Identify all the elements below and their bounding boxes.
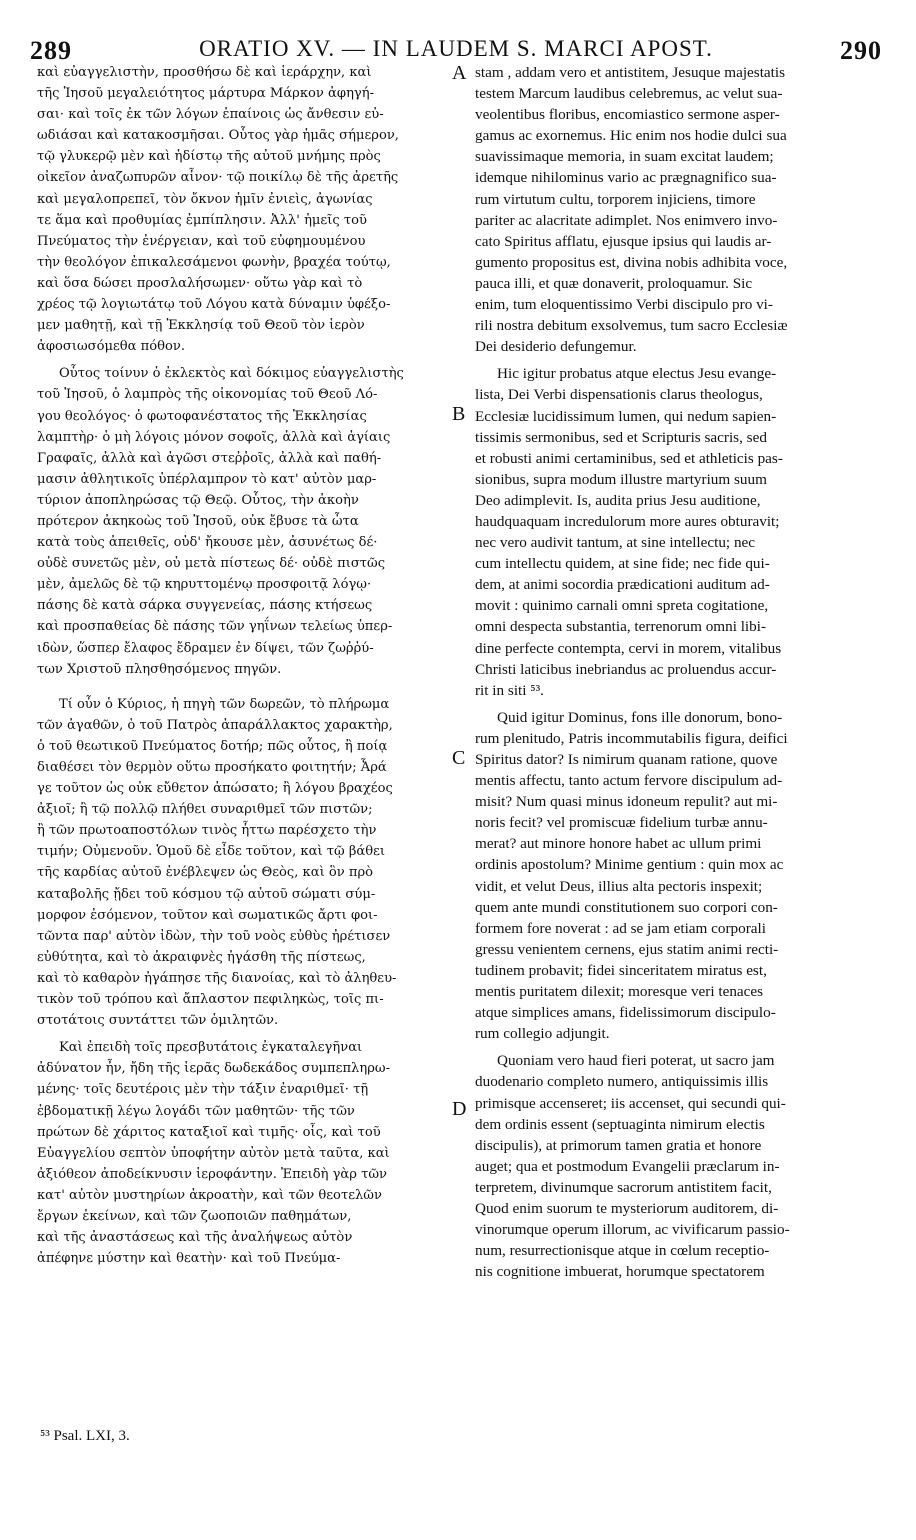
latin-text-line: gressu venientem cernens, ejus statim animi recti- [475,940,779,958]
greek-text-line: σαι· καὶ τοῖς ἐκ τῶν λόγων ἐπαίνοις ὡς ἄνθεσιν εὐ- [37,107,384,123]
latin-text-line: rit in siti ⁵³. [475,681,544,699]
greek-text-line: καὶ εὐαγγελιστὴν, προσθήσω δὲ καὶ ἱεράρχην, καὶ [37,65,372,80]
greek-text-line: ἀξιοῖ; ἢ τῷ πολλῷ πλήθει συναριθμεῖ τῶν πιστῶν; [37,802,373,818]
greek-text-line: Εὐαγγελίου σεπτὸν ὑποφήτην αὐτὸν μετὰ ταῦτα, καὶ [37,1145,390,1161]
greek-text-line: μεν μαθητῇ, καὶ τῇ Ἐκκλησίᾳ τοῦ Θεοῦ τὸν ἱερὸν [37,318,365,334]
greek-text-line: ἀδύνατον ἦν, ἤδη τῆς ἱερᾶς δωδεκάδος συμπεπληρω- [37,1061,390,1077]
latin-text-line: cum intellectu quidem, at sine fide; nec fide qui- [475,555,770,573]
greek-text-line: πάσης δὲ κατὰ σάρκα συγγενείας, πάσης κτήσεως [37,598,373,614]
greek-text-line: μένης· τοῖς δευτέροις μὲν τὴν τάξιν ἐναριθμεῖ· τῇ [37,1082,369,1098]
latin-text-line: misit? Num quasi minus idoneum repulit? aut mi- [475,793,778,811]
paragraph-gap [37,680,459,694]
greek-text-line: γε τοῦτον ὡς οὐκ εὔθετον ἀπώσατο; ἢ λόγου βραχέος [37,781,393,797]
greek-text-line: ἢ τῶν πρωτοαποστόλων τινὸς ἧττω παρέσχετο τὴν [37,823,377,839]
greek-text-line: των Χριστοῦ πλησθησόμενος πηγῶν. [37,661,282,677]
latin-text-line: movit : quinimo carnali omni spreta cogitatione, [475,597,769,615]
section-marker-d: D [452,1098,467,1120]
greek-text-line: κατὰ τοὺς ἀπειθεῖς, οὐδ' ἤκουσε μὲν, ἀσυνέτως δέ· [37,535,378,551]
running-title: ORATIO XV. — IN LAUDEM S. MARCI APOST. [199,36,713,61]
latin-text-line: num, resurrectionisque atque in cœlum receptio- [475,1242,770,1260]
greek-text-line: καὶ τῆς ἀναστάσεως καὶ τῆς ἀναλήψεως αὐτὸν [37,1230,353,1246]
latin-text-line: auget; qua et postmodum Evangelii præclarum in- [475,1157,780,1175]
latin-text-line: vidit, et velut Deus, illius alta pectoris inspexit; [475,877,763,895]
latin-text-line: noris fecit? vel promiscuæ fidelium turbæ annu- [475,814,768,832]
latin-text-line: idemque nihilominus vario ac prægnagnifico sua- [475,169,777,187]
greek-text-line: ιδὼν, ὥσπερ ἔλαφος ἔδραμεν ἐν δίψει, τῶν ζωῤῥύ- [37,640,374,656]
greek-text-line: γου θεολόγος· ὁ φωτοφανέστατος τῆς Ἐκκλησίας [37,408,367,424]
greek-text-line: καὶ προσπαθείας δὲ πάσης τῶν γηΐνων τελείως ὑπερ- [37,619,393,635]
latin-text-line: terpretem, divinumque sacrorum antistitem facit, [475,1178,772,1196]
latin-text-line: haudquaquam incredulorum more aures obturavit; [475,512,780,530]
latin-text-line: vinorumque operum illorum, ac vivificarum passio- [475,1221,790,1239]
greek-text-line: καὶ τὸ καθαρὸν ἠγάπησε τῆς διανοίας, καὶ τὸ ἀληθευ- [37,970,397,986]
greek-text-line: τῆς καρδίας αὐτοῦ ἐνέβλεψεν ὡς Θεὸς, καὶ ὃν πρὸ [37,865,374,881]
greek-text-line: καὶ ὅσα δώσει προσλαλήσωμεν· οὕτω γὰρ καὶ τὸ [37,275,363,291]
latin-text-line: ordinis apostolum? Minime gentium : quin mox ac [475,856,784,874]
greek-text-line: Πνεύματος τὴν ἐνέργειαν, καὶ τοῦ εὐφημουμένου [37,233,366,249]
latin-text-line: enim, tum eloquentissimo Verbi discipulo pro vi- [475,296,773,314]
latin-text-line: stam , addam vero et antistitem, Jesuque majestatis [475,64,786,81]
latin-text-line: nec vero audivit tantum, at sine intellectu; nec [475,534,756,552]
greek-text-line: λαμπτὴρ· ὁ μὴ λόγοις μόνον σοφοῖς, ἀλλὰ καὶ ἁγίαις [37,429,391,445]
section-marker-a: A [452,62,467,84]
greek-text-line: τῷ γλυκερῷ μὲν καὶ ἡδίστῳ τῆς αὐτοῦ μνήμης πρὸς [37,149,381,165]
latin-text-line: mentis affectu, tanto actum fervore discipulum ad- [475,772,783,790]
latin-text-line: omni despecta substantia, terrenorum omni libi- [475,618,767,636]
latin-text-line: tudinem probavit; fidei sinceritatem miratus est, [475,961,767,979]
greek-text-line: ἑβδοματικῇ λέγω λογάδι τῶν μαθητῶν· τῆς τῶν [37,1103,355,1119]
footnote: ⁵³ Psal. LXI, 3. [40,1428,130,1444]
latin-text-line: Ecclesiæ lucidissimum lumen, qui nedum sapien- [475,407,777,425]
latin-text-line: Hic igitur probatus atque electus Jesu evange- [497,365,777,383]
greek-text-line: ἀπέφηνε μύστην καὶ θεατὴν· καὶ τοῦ Πνεύμα- [37,1251,341,1267]
greek-text-line: οὐδὲ συνετῶς μὲν, οὐ μετὰ πίστεως δέ· οὐδὲ πιστῶς [37,556,386,572]
greek-text-line: τῶν ἀγαθῶν, ὁ τοῦ Πατρὸς ἀπαράλλακτος χαρακτὴρ, [37,717,393,733]
latin-text-line: discipulis), at primorum tamen gratia et honore [475,1136,762,1154]
left-page-number: 289 [30,36,72,65]
latin-text-line: Quoniam vero haud fieri poterat, ut sacro jam [497,1052,775,1070]
greek-text-line: τε ἅμα καὶ προθυμίας ἐμπίπλησιν. Ἀλλ' ἡμεῖς τοῦ [37,212,367,228]
greek-text-line: διαθέσει τὸν θερμὸν οὕτω προσήκατο φοιτητήν; Ἆρά [37,760,387,775]
latin-text-line: dem ordinis essent (septuaginta nimirum electis [475,1115,765,1133]
latin-text-line: gamus ac exornemus. Hic enim nos hodie dulci sua [475,127,787,145]
latin-text-line: rum virtutum cultu, torporem injiciens, timore [475,190,756,208]
greek-text-line: Καὶ ἐπειδὴ τοῖς πρεσβυτάτοις ἐγκαταλεγῆναι [59,1040,363,1056]
latin-text-line: atque simplices amans, fidelissimorum discipulo- [475,1004,776,1022]
greek-text-line: Τί οὖν ὁ Κύριος, ἡ πηγὴ τῶν δωρεῶν, τὸ πλήρωμα [59,696,390,712]
greek-text-line: καταβολῆς ᾔδει τοῦ κόσμου τῷ αὐτοῦ σώματι σύμ- [37,886,376,902]
greek-text-line: ωδιάσαι καὶ κατακοσμῆσαι. Οὗτος γὰρ ἡμᾶς σήμερον, [37,128,399,144]
latin-text-line: Quid igitur Dominus, fons ille donorum, bono- [497,708,783,726]
greek-text-line: τῆς Ἰησοῦ μεγαλειότητος μάρτυρα Μάρκον ἀφηγή- [37,86,375,102]
latin-text-line: mentis puritatem dilexit; moresque veri tenaces [475,983,764,1001]
latin-text-line: suavissimaque memoria, in suam excitat laudem; [475,148,774,166]
greek-text-line: ἀξιόθεον ἀποδείκνυσιν ἱεροφάντην. Ἐπειδὴ γὰρ τῶν [37,1166,388,1182]
latin-text-line: nis cognitione imbuerat, horumque spectatorem [475,1263,765,1281]
latin-text-line: gumento propositus est, divina nobis adhibita voce, [475,253,788,271]
latin-text-line: Quod enim suorum te mysteriorum auditorem, di- [475,1199,779,1217]
latin-text-line: testem Marcum laudibus celebremus, ac velut sua- [475,85,783,103]
greek-text-line: στοτάτοις συντάττει τῶν ὁμιλητῶν. [37,1013,279,1029]
latin-text-line: pauca illi, et quæ donaverit, proloquamur. Sic [475,274,753,292]
section-marker-c: C [452,747,466,769]
latin-text-line: sionibus, supra modum illustre martyrium suum [475,470,767,488]
latin-text-line: Spiritus dator? Is nimirum quanam ratione, quove [475,751,778,768]
latin-text-line: merat? aut minore honore habet ac ullum primi [475,835,762,853]
greek-text-line: μασιν ἀθλητικοῖς ὑπέρλαμπρον τὸ κατ' αὐτὸν μαρ- [37,471,377,487]
latin-text-line: Dei desiderio defungemur. [475,338,637,356]
greek-text-line: ἀφοσιωσόμεθα πόθον. [37,339,186,355]
greek-text-line: ἔργων ἐκείνων, καὶ τῶν ζωοποιῶν παθημάτων, [37,1208,352,1224]
latin-text-line: veolentibus floribus, encomiastico sermone asper- [475,106,780,124]
greek-text-line: οἰκεῖον ἀναζωπυρῶν αἶνον· τῷ ποικίλῳ δὲ τῆς ἀρετῆς [37,170,399,186]
latin-text-line: rili nostra debitum exsolvemus, tum sacro Ecclesiæ [475,317,788,335]
greek-text-line: μορφον ἐσόμενον, τοῦτον καὶ σωματικῶς ἄρτι φοι- [37,907,378,923]
greek-text-line: τοῦ Ἰησοῦ, ὁ λαμπρὸς τῆς οἰκονομίας τοῦ Θεοῦ Λό- [37,387,378,403]
latin-text-line: quem ante mundi constitutionem suo corpori con- [475,898,778,916]
latin-text-line: Deo adimplevit. Is, audita prius Jesu auditione, [475,491,761,509]
section-marker-b: B [452,403,466,425]
latin-column [475,62,883,1282]
greek-text-line: πρώτων δὲ χάριτος καταξιοῖ καὶ τιμῆς· οἷς, καὶ τοῦ [37,1124,381,1140]
latin-text-line: rum plenitudo, Patris incommutabilis figura, deifici [475,729,788,747]
greek-text-line: Οὗτος τοίνυν ὁ ἐκλεκτὸς καὶ δόκιμος εὐαγγελιστὴς [59,366,404,382]
greek-text-line: ὁ τοῦ θεωτικοῦ Πνεύματος δοτήρ; πῶς οὗτος, ἢ ποίᾳ [37,738,388,754]
latin-text-line: duodenario completo numero, antiquissimis illis [475,1073,769,1091]
greek-text-line: καὶ μεγαλοπρεπεῖ, τὸν ὄκνον ἡμῖν ἐνιεὶς, ἀγωνίας [37,191,373,207]
greek-text-line: τὴν θεολόγον ἐπικαλεσάμενοι φωνὴν, βραχέα τούτῳ, [37,254,391,270]
greek-text-line: Γραφαῖς, ἀλλὰ καὶ ἀγῶσι στεῤῥοῖς, ἀλλὰ καὶ παθή- [37,450,382,466]
latin-text-line: pariter ac alacritate adimplet. Nos enimvero invo- [475,211,778,229]
greek-text-line: πρότερον ἀκηκοὼς τοῦ Ἰησοῦ, οὐκ ἔβυσε τὰ ὦτα [37,513,359,529]
latin-text-line: tissimis sermonibus, sed et Scripturis sacris, sed [475,428,767,446]
greek-text-line: τύριον ἀποπληρώσας τῷ Θεῷ. Οὗτος, τὴν ἀκοὴν [37,492,359,508]
greek-text-line: τιμήν; Οὐμενοῦν. Ὁμοῦ δὲ εἶδε τοῦτον, καὶ τῷ βάθει [37,844,386,860]
right-page-number: 290 [840,36,882,65]
latin-text-line: cato Spiritus afflatu, ejusque ipsius qui laudis ar- [475,232,772,250]
latin-text-line: rum collegio adjungit. [475,1025,610,1043]
greek-text-line: χρέος τῷ λογιωτάτῳ τοῦ Λόγου κατὰ δύναμιν ὑφέξο- [37,297,391,313]
greek-text-line: τικὸν τοῦ τρόπου καὶ ἄπλαστον πεφιληκὼς, τοῖς πι- [37,992,384,1008]
latin-text-line: dine perfecte contempta, cervi in morem, vitalibus [475,639,782,657]
greek-text-line: εὐθύτητα, καὶ τὸ ἀκραιφνὲς ἠγάσθη τῆς πίστεως, [37,949,366,965]
greek-text-line: τῶντα παρ' αὐτὸν ἰδὼν, τὴν τοῦ νοὸς εὐθὺς ἠρέτισεν [37,928,391,944]
latin-text-line: formem fore noverat : ad se jam etiam corporali [475,919,766,937]
latin-text-line: lista, Dei Verbi dispensationis clarus theologus, [475,386,763,404]
greek-text-line: μὲν, ἀμελῶς δὲ τῷ κηρυττομένῳ προσφοιτᾷ λόγῳ· [37,577,372,593]
latin-text-line: Christi laticibus inebriandus ac proluendus accur- [475,660,777,678]
greek-text-line: κατ' αὐτὸν μυστηρίων ἀκροατὴν, καὶ τῶν θεοτελῶν [37,1187,382,1203]
latin-text-line: dem, at animi socordia prædicationi auditum ad- [475,576,770,594]
latin-text-line: primisque accenseret; iis accenset, qui secundi qui- [475,1094,786,1112]
greek-column [37,62,459,1269]
latin-text-line: et robusti animi certaminibus, sed et athleticis pas- [475,449,783,467]
